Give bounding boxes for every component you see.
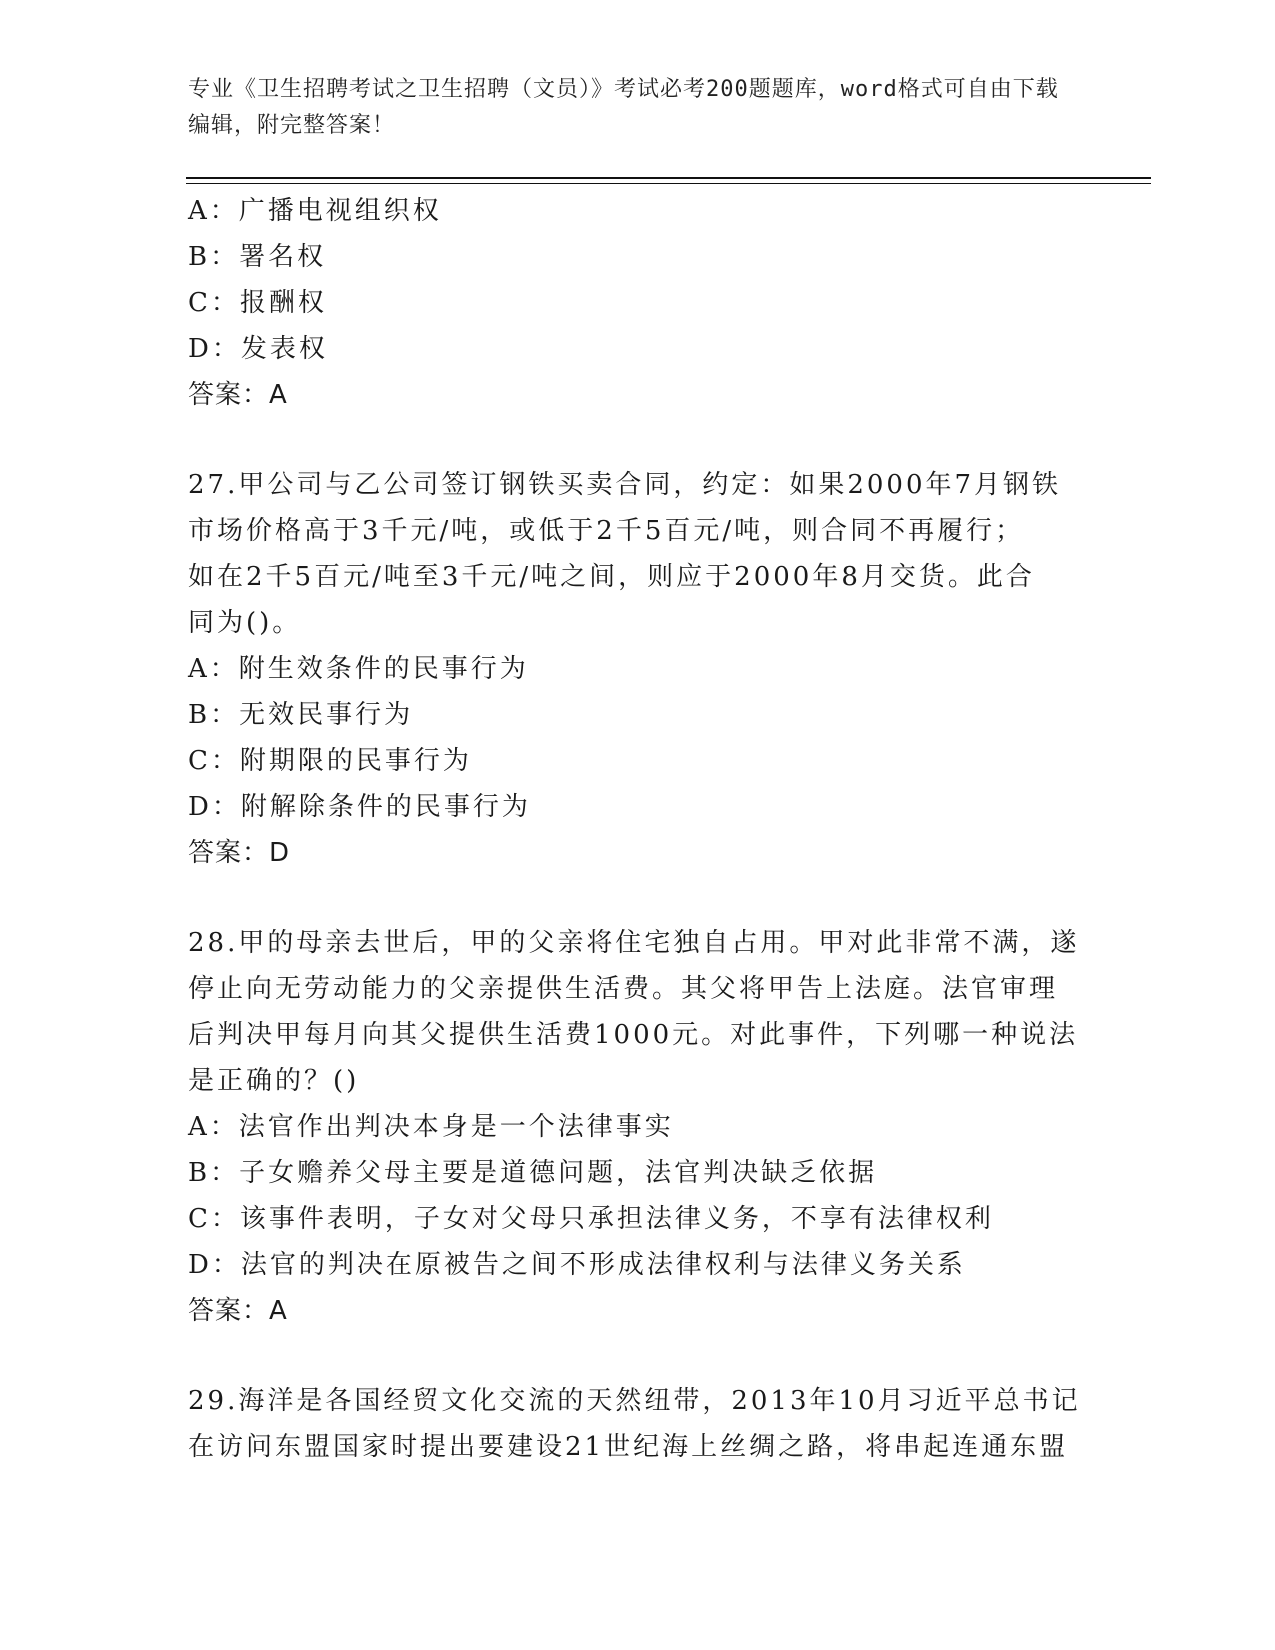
answer-text: 答案：D [188, 838, 291, 868]
question-stem-line: 后判决甲每月向其父提供生活费1000元。对此事件，下列哪一种说法 [188, 1020, 1079, 1050]
option-b: B：署名权 [188, 242, 327, 272]
option-d: D：附解除条件的民事行为 [188, 792, 531, 822]
option-d: D：法官的判决在原被告之间不形成法律权利与法律义务关系 [188, 1250, 966, 1280]
spacer [188, 876, 1068, 920]
question-stem-line: 市场价格高于3千元/吨，或低于2千5百元/吨，则合同不再履行； [188, 516, 1025, 546]
option-b: B：无效民事行为 [188, 700, 414, 730]
question-stem-line: 停止向无劳动能力的父亲提供生活费。其父将甲告上法庭。法官审理 [188, 974, 1059, 1004]
question-stem-line: 在访问东盟国家时提出要建设21世纪海上丝绸之路，将串起连通东盟 [188, 1432, 1069, 1462]
document-content [188, 188, 1081, 1470]
question-stem-line: 同为()。 [188, 608, 302, 638]
header-rule-thick [186, 177, 1151, 179]
spacer [188, 1334, 1068, 1378]
option-c: C：该事件表明，子女对父母只承担法律义务，不享有法律权利 [188, 1204, 994, 1234]
question-stem-line: 29.海洋是各国经贸文化交流的天然纽带，2013年10月习近平总书记 [188, 1386, 1081, 1416]
option-d: D：发表权 [188, 334, 328, 364]
spacer [188, 418, 1068, 462]
question-stem-line: 28.甲的母亲去世后，甲的父亲将住宅独自占用。甲对此非常不满，遂 [188, 928, 1080, 958]
question-26 [188, 188, 1068, 418]
option-a: A：法官作出判决本身是一个法律事实 [188, 1112, 674, 1142]
question-28 [188, 920, 1080, 1334]
answer-text: 答案：A [188, 1296, 288, 1326]
answer-text: 答案：A [188, 380, 288, 410]
question-stem-line: 是正确的？() [188, 1066, 360, 1096]
option-a: A：附生效条件的民事行为 [188, 654, 529, 684]
option-a: A：广播电视组织权 [188, 196, 442, 226]
document-header: 专业《卫生招聘考试之卫生招聘（文员）》考试必考200题题库，word格式可自由下载编辑，附完整答案！ [188, 77, 1059, 138]
option-c: C：报酬权 [188, 288, 327, 318]
question-27 [188, 462, 1068, 876]
option-c: C：附期限的民事行为 [188, 746, 472, 776]
option-b: B：子女赡养父母主要是道德问题，法官判决缺乏依据 [188, 1158, 878, 1188]
question-29 [188, 1378, 1081, 1470]
question-stem-line: 如在2千5百元/吨至3千元/吨之间，则应于2000年8月交货。此合 [188, 562, 1035, 592]
header-rule-thin [186, 183, 1151, 184]
question-stem-line: 27.甲公司与乙公司签订钢铁买卖合同，约定：如果2000年7月钢铁 [188, 470, 1062, 500]
